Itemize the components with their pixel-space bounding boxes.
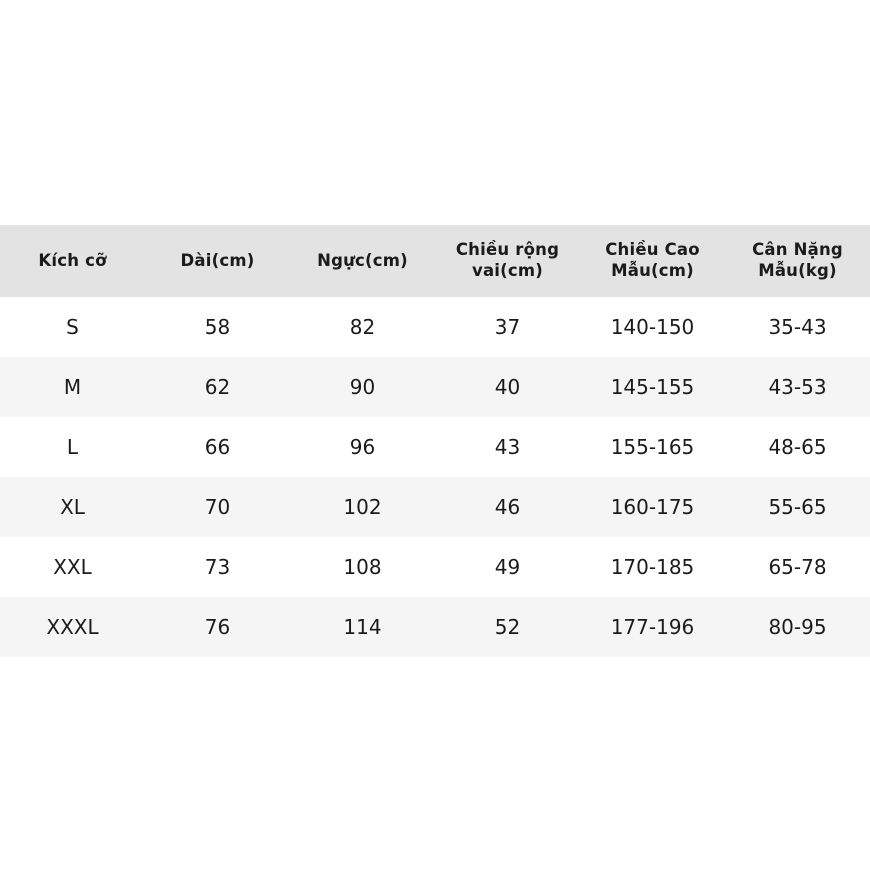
table-header-row [0, 225, 870, 297]
cell-length: 76 [204, 615, 231, 639]
cell-model-height: 170-185 [610, 555, 695, 579]
cell-model-height: 177-196 [610, 615, 695, 639]
cell-model-weight: 80-95 [768, 615, 827, 639]
cell-length: 66 [204, 435, 231, 459]
column-header-model-weight: Cân Nặng Mẫu(kg) [752, 240, 843, 280]
cell-size: XXXL [46, 615, 99, 639]
cell-shoulder-width: 46 [494, 495, 521, 519]
table-row [0, 537, 870, 597]
cell-model-weight: 55-65 [768, 495, 827, 519]
cell-shoulder-width: 43 [494, 435, 521, 459]
cell-size: S [66, 315, 79, 339]
cell-length: 58 [204, 315, 231, 339]
cell-model-weight: 48-65 [768, 435, 827, 459]
cell-model-height: 160-175 [610, 495, 695, 519]
cell-chest: 82 [349, 315, 376, 339]
table-row [0, 297, 870, 357]
table-body [0, 297, 870, 657]
cell-chest: 108 [343, 555, 382, 579]
column-header-model-height: Chiều Cao Mẫu(cm) [605, 240, 700, 280]
column-header-shoulder-width: Chiều rộng vai(cm) [455, 240, 560, 280]
table-row [0, 357, 870, 417]
table-header [0, 225, 870, 297]
table-row [0, 417, 870, 477]
cell-model-height: 140-150 [610, 315, 695, 339]
cell-size: M [63, 375, 82, 399]
cell-model-height: 145-155 [610, 375, 695, 399]
cell-model-height: 155-165 [610, 435, 695, 459]
column-header-chest: Ngực(cm) [317, 250, 408, 270]
cell-shoulder-width: 40 [494, 375, 521, 399]
cell-chest: 114 [343, 615, 382, 639]
cell-length: 62 [204, 375, 231, 399]
size-chart-container [0, 225, 870, 657]
cell-model-weight: 65-78 [768, 555, 827, 579]
cell-size: XL [60, 495, 85, 519]
cell-chest: 90 [349, 375, 376, 399]
cell-model-weight: 43-53 [768, 375, 827, 399]
cell-size: XXL [53, 555, 92, 579]
column-header-size: Kích cỡ [38, 250, 107, 270]
cell-chest: 96 [349, 435, 376, 459]
cell-length: 73 [204, 555, 231, 579]
table-row [0, 477, 870, 537]
cell-shoulder-width: 37 [494, 315, 521, 339]
table-row [0, 597, 870, 657]
cell-size: L [66, 435, 79, 459]
cell-model-weight: 35-43 [768, 315, 827, 339]
cell-length: 70 [204, 495, 231, 519]
cell-shoulder-width: 52 [494, 615, 521, 639]
size-chart-table [0, 225, 870, 657]
column-header-length: Dài(cm) [180, 250, 255, 270]
cell-chest: 102 [343, 495, 382, 519]
cell-shoulder-width: 49 [494, 555, 521, 579]
